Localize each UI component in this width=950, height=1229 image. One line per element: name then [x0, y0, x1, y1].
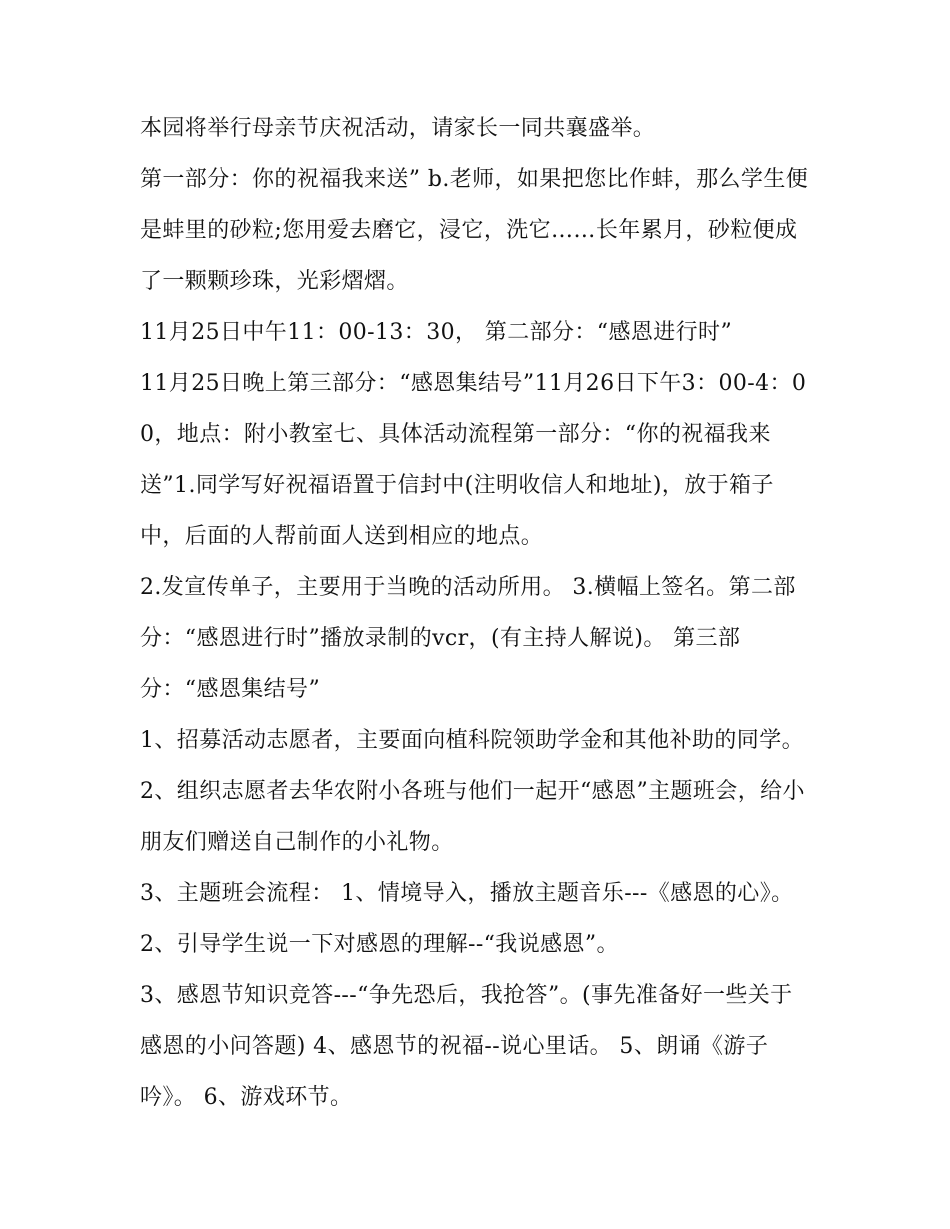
paragraph-schedule-evening: 11月25日晚上第三部分：“感恩集结号”11月26日下午3：00-4：00，地点：附小教室七、具体活动流程第一部分：“你的祝福我来送”1.同学写好祝福语置于信封中(注明收信人和地址)，放于箱子中，后面的人帮前面人送到相应的地点。: [140, 371, 807, 549]
paragraph-quiz-and-games: 3、感恩节知识竞答---“争先恐后，我抢答”。(事先准备好一些关于感恩的小问答题) 4、感恩节的祝福--说心里话。 5、朗诵《游子吟》。 6、游戏环节。: [140, 983, 793, 1110]
paragraph-intro: 本园将举行母亲节庆祝活动，请家长一同共襄盛举。: [140, 116, 656, 141]
paragraph-volunteers: 1、招募活动志愿者，主要面向植科院领助学金和其他补助的同学。 2、组织志愿者去华农附小各班与他们一起开“感恩”主题班会，给小朋友们赠送自己制作的小礼物。: [140, 728, 805, 855]
paragraph-flyers-banner: 2.发宣传单子，主要用于当晚的活动所用。 3.横幅上签名。第二部分：“感恩进行时”播放录制的vcr，(有主持人解说)。 第三部分：“感恩集结号”: [140, 575, 796, 702]
paragraph-class-meeting-flow: 3、主题班会流程： 1、情境导入，播放主题音乐---《感恩的心》。 2、引导学生说一下对感恩的理解--“我说感恩”。: [140, 881, 794, 957]
document-body: [140, 103, 810, 1123]
paragraph-schedule-noon: 11月25日中午11：00-13：30， 第二部分：“感恩进行时”: [140, 320, 733, 345]
paragraph-part-one: 第一部分：你的祝福我来送” b.老师，如果把您比作蚌，那么学生便是蚌里的砂粒;您用爱去磨它，浸它，洗它……长年累月，砂粒便成了一颗颗珍珠，光彩熠熠。: [140, 167, 809, 294]
